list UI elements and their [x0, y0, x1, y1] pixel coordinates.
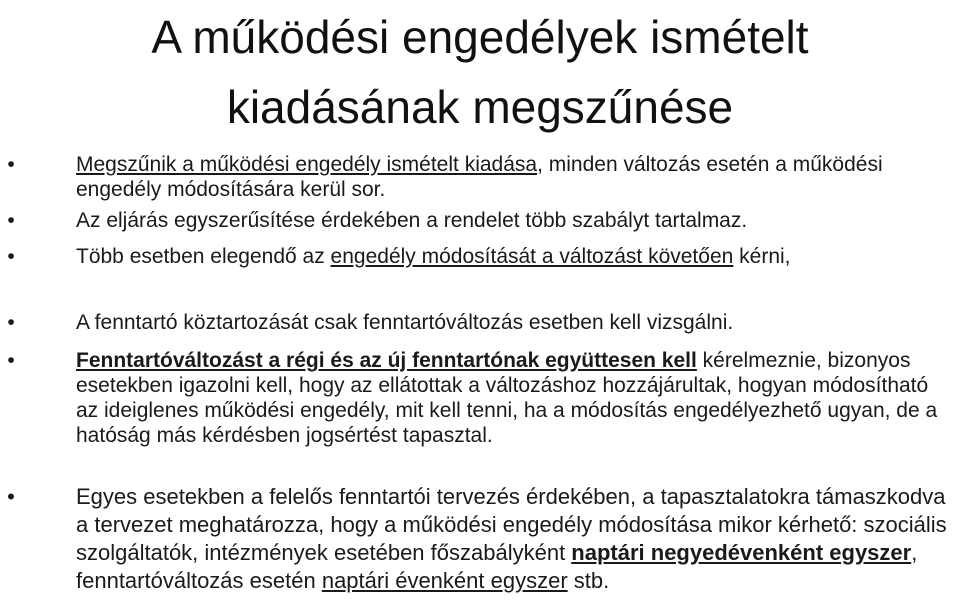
- slide-title: [0, 0, 960, 142]
- bullet-3-link[interactable]: engedély módosítását a változást követően: [330, 245, 734, 268]
- bullet-2-text: Az eljárás egyszerűsítése érdekében a rendelet több szabályt tartalmaz.: [76, 209, 748, 232]
- bullet-6-link-quarterly[interactable]: naptári negyedévenként egyszer: [571, 540, 912, 565]
- bullet-item-5: [0, 348, 960, 473]
- bullet-6-pre: Egyes esetekben a felelős fenntartói tervezés érdekében, a tapasztalatokra támaszkodva a tervezet meghatározza, hogy a működési engedély módosítása mikor kérhető: szociális szolgáltatók, intézmények esetében főszabályként: [76, 484, 947, 565]
- bullet-6-link-yearly[interactable]: naptári évenként egyszer: [321, 568, 568, 593]
- bullet-5-text: kérelmeznie, bizonyos esetekben igazolni kell, hogy az ellátottak a változáshoz hozzájárultak, hogyan módosítható az ideiglenes működési engedély, mit kell tenni, ha a módosítás engedélyezhető ugyan, de a hatóság más kérdésben jogsértést tapasztal.: [76, 349, 938, 447]
- bullet-1-link[interactable]: Megszűnik a működési engedély ismételt kiadása: [76, 153, 538, 176]
- slide-title-line1: A működési engedélyek ismételt: [151, 11, 809, 63]
- bullet-dot: •: [7, 484, 15, 509]
- bullet-3-pre: Több esetben elegendő az: [76, 245, 331, 268]
- bullet-dot: •: [7, 349, 15, 372]
- bullet-3-post: kérni,: [733, 245, 791, 268]
- bullet-dot: •: [7, 153, 15, 176]
- bullet-6-mid: , fenntartóváltozás esetén: [76, 540, 918, 593]
- bullet-item-6: [0, 483, 960, 595]
- bullet-list: [0, 152, 960, 595]
- bullet-5-link[interactable]: Fenntartóváltozást a régi és az új fenntartónak együttesen kell: [76, 349, 697, 372]
- bullet-6-post: stb.: [567, 568, 610, 593]
- bullet-dot: •: [7, 209, 15, 232]
- slide-title-line2: kiadásának megszűnése: [226, 81, 734, 133]
- bullet-dot: •: [7, 311, 15, 334]
- bullet-dot: •: [7, 245, 15, 268]
- bullet-4-text: A fenntartó köztartozását csak fenntartóváltozás esetben kell vizsgálni.: [76, 311, 734, 334]
- bullet-1-text: , minden változás esetén a működési engedély módosítására kerül sor.: [76, 153, 883, 201]
- bullet-item-4: [0, 308, 960, 338]
- bullet-item-1: [0, 152, 960, 204]
- bullet-item-3: [0, 242, 960, 300]
- bullet-item-2: [0, 208, 960, 234]
